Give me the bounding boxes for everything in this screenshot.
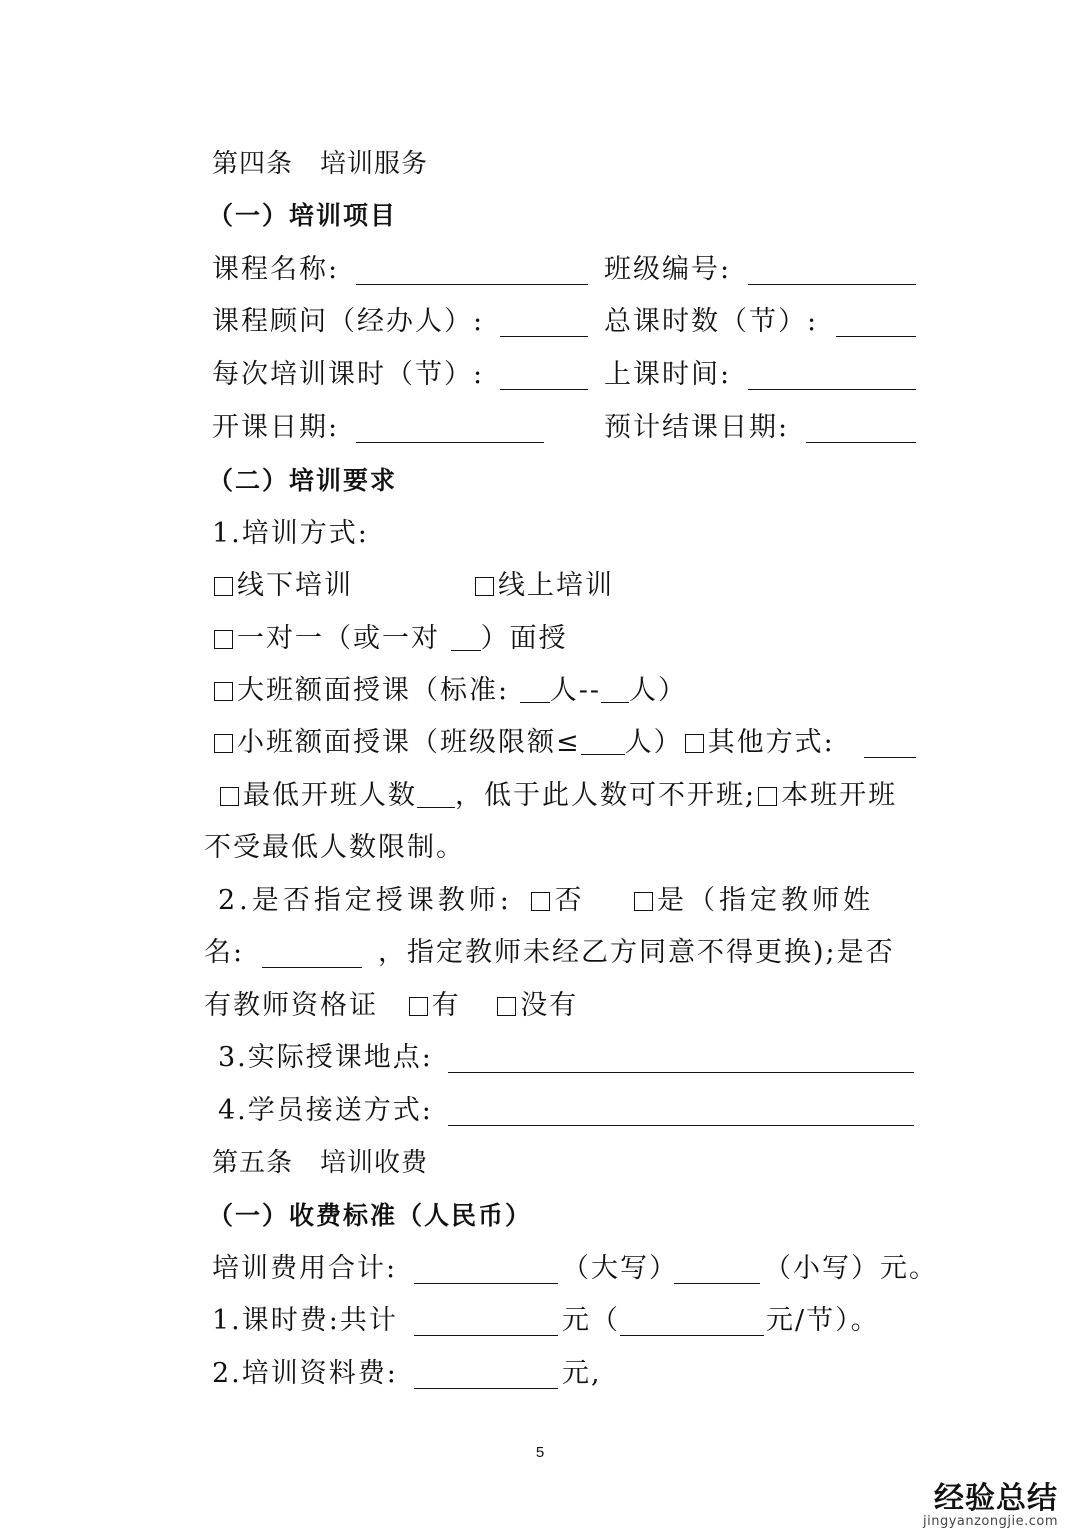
consultant-blank[interactable] <box>500 310 588 337</box>
assigned-teacher-no-checkbox[interactable] <box>531 892 550 911</box>
online-option[interactable] <box>475 566 614 606</box>
total-fee-digits-label: （小写）元。 <box>764 1253 938 1284</box>
no-min-limit-checkbox[interactable] <box>758 787 777 806</box>
transport-blank[interactable] <box>448 1099 914 1126</box>
small-class-suffix: 人） <box>624 727 683 758</box>
teacher-cert-label: 有教师资格证 <box>204 990 378 1021</box>
small-class-limit-blank[interactable] <box>581 728 625 755</box>
min-enrollment-option[interactable] <box>220 776 897 816</box>
venue-label: 3.实际授课地点: <box>218 1042 433 1073</box>
teacher-name-blank[interactable] <box>262 941 362 968</box>
lesson-fee-per-lesson-blank[interactable] <box>620 1309 764 1336</box>
one-on-one-option[interactable] <box>214 619 568 659</box>
offline-checkbox[interactable] <box>214 577 233 596</box>
total-hours-blank[interactable] <box>836 310 916 337</box>
online-checkbox[interactable] <box>475 577 494 596</box>
assigned-teacher-yes-checkbox[interactable] <box>634 892 653 911</box>
min-enrollment-blank[interactable] <box>417 781 455 808</box>
class-no-blank[interactable] <box>748 258 916 285</box>
min-enrollment-checkbox[interactable] <box>220 787 239 806</box>
class-no-label: 班级编号: <box>604 254 732 285</box>
assigned-teacher-label: 2.是否指定授课教师: <box>218 885 513 916</box>
large-class-label: 大班额面授课（标准: <box>237 675 510 706</box>
materials-fee-label: 2.培训资料费: <box>212 1358 398 1389</box>
watermark-url: jingyanzongjie.com <box>922 1514 1058 1529</box>
large-class-suffix: 人） <box>628 675 687 706</box>
one-on-one-suffix: ）面授 <box>480 623 568 654</box>
other-mode-blank[interactable] <box>864 731 916 758</box>
small-class-option[interactable] <box>214 723 835 763</box>
total-fee-label: 培训费用合计: <box>212 1253 398 1284</box>
lesson-fee-per-lesson-unit: 元/节）。 <box>766 1305 880 1336</box>
large-class-checkbox[interactable] <box>214 682 233 701</box>
one-on-one-checkbox[interactable] <box>214 630 233 649</box>
per-session-hours-blank[interactable] <box>500 363 588 390</box>
total-fee-digits-blank[interactable] <box>674 1257 760 1284</box>
no-min-limit-label: 本班开班 <box>781 780 898 811</box>
one-on-n-blank[interactable] <box>451 624 481 651</box>
training-mode-label: 1.培训方式: <box>212 518 369 549</box>
min-enrollment-label: 最低开班人数 <box>243 780 417 811</box>
no-min-limit-continuation: 不受最低人数限制。 <box>204 832 465 863</box>
end-date-label: 预计结课日期: <box>604 412 790 443</box>
section-training-project-heading: （一）培训项目 <box>208 201 398 230</box>
online-label: 线上培训 <box>498 570 614 601</box>
large-class-max-blank[interactable] <box>601 676 629 703</box>
course-name-label: 课程名称: <box>212 254 340 285</box>
lesson-fee-unit: 元（ <box>562 1305 620 1336</box>
end-date-blank[interactable] <box>806 416 916 443</box>
lesson-fee-label: 1.课时费:共计 <box>212 1305 398 1336</box>
section-training-requirements-heading: （二）培训要求 <box>208 466 398 495</box>
teacher-cert-row <box>204 986 578 1026</box>
article-4-title: 第四条 培训服务 <box>212 149 429 179</box>
teacher-cert-no-label: 没有 <box>520 990 579 1021</box>
min-enrollment-note: ，低于此人数可不开班; <box>455 780 757 811</box>
teacher-cert-yes-checkbox[interactable] <box>409 997 428 1016</box>
class-time-label: 上课时间: <box>604 359 732 390</box>
small-class-label: 小班额面授课（班级限额≤ <box>237 727 581 758</box>
other-mode-checkbox[interactable] <box>685 734 704 753</box>
watermark-cn: 经验总结 <box>934 1481 1058 1516</box>
assigned-teacher-yes-label: 是（指定教师姓 <box>657 885 875 916</box>
total-fee-words-blank[interactable] <box>414 1257 558 1284</box>
assigned-teacher-row <box>218 881 874 921</box>
transport-label: 4.学员接送方式: <box>218 1095 433 1126</box>
one-on-one-label: 一对一（或一对 <box>237 623 440 654</box>
total-hours-label: 总课时数（节）: <box>604 306 819 337</box>
article-5-title: 第五条 培训收费 <box>212 1148 429 1178</box>
teacher-cert-no-checkbox[interactable] <box>497 997 516 1016</box>
class-time-blank[interactable] <box>748 363 916 390</box>
teacher-cert-yes-label: 有 <box>431 990 461 1021</box>
watermark <box>922 1481 1058 1529</box>
start-date-label: 开课日期: <box>212 412 340 443</box>
assigned-teacher-no-label: 否 <box>554 885 586 916</box>
offline-option[interactable] <box>214 566 353 606</box>
lesson-fee-total-blank[interactable] <box>414 1309 558 1336</box>
large-class-min-blank[interactable] <box>520 676 550 703</box>
materials-fee-blank[interactable] <box>414 1362 558 1389</box>
section-fee-standard-heading: （一）收费标准（人民币） <box>208 1201 533 1230</box>
venue-blank[interactable] <box>448 1046 914 1073</box>
course-name-blank[interactable] <box>356 258 588 285</box>
large-class-option[interactable] <box>214 671 687 711</box>
materials-fee-unit: 元, <box>562 1358 602 1389</box>
page-number: 5 <box>535 1444 545 1461</box>
teacher-name-label: 名: <box>204 937 245 968</box>
start-date-blank[interactable] <box>356 416 544 443</box>
consultant-label: 课程顾问（经办人）: <box>212 306 485 337</box>
large-class-range-sep: 人-- <box>549 675 601 706</box>
teacher-change-note: ，指定教师未经乙方同意不得更换);是否 <box>378 937 895 968</box>
small-class-checkbox[interactable] <box>214 734 233 753</box>
other-mode-label: 其他方式: <box>707 727 835 758</box>
offline-label: 线下培训 <box>237 570 353 601</box>
total-fee-words-label: （大写） <box>562 1253 678 1284</box>
per-session-hours-label: 每次培训课时（节）: <box>212 359 485 390</box>
